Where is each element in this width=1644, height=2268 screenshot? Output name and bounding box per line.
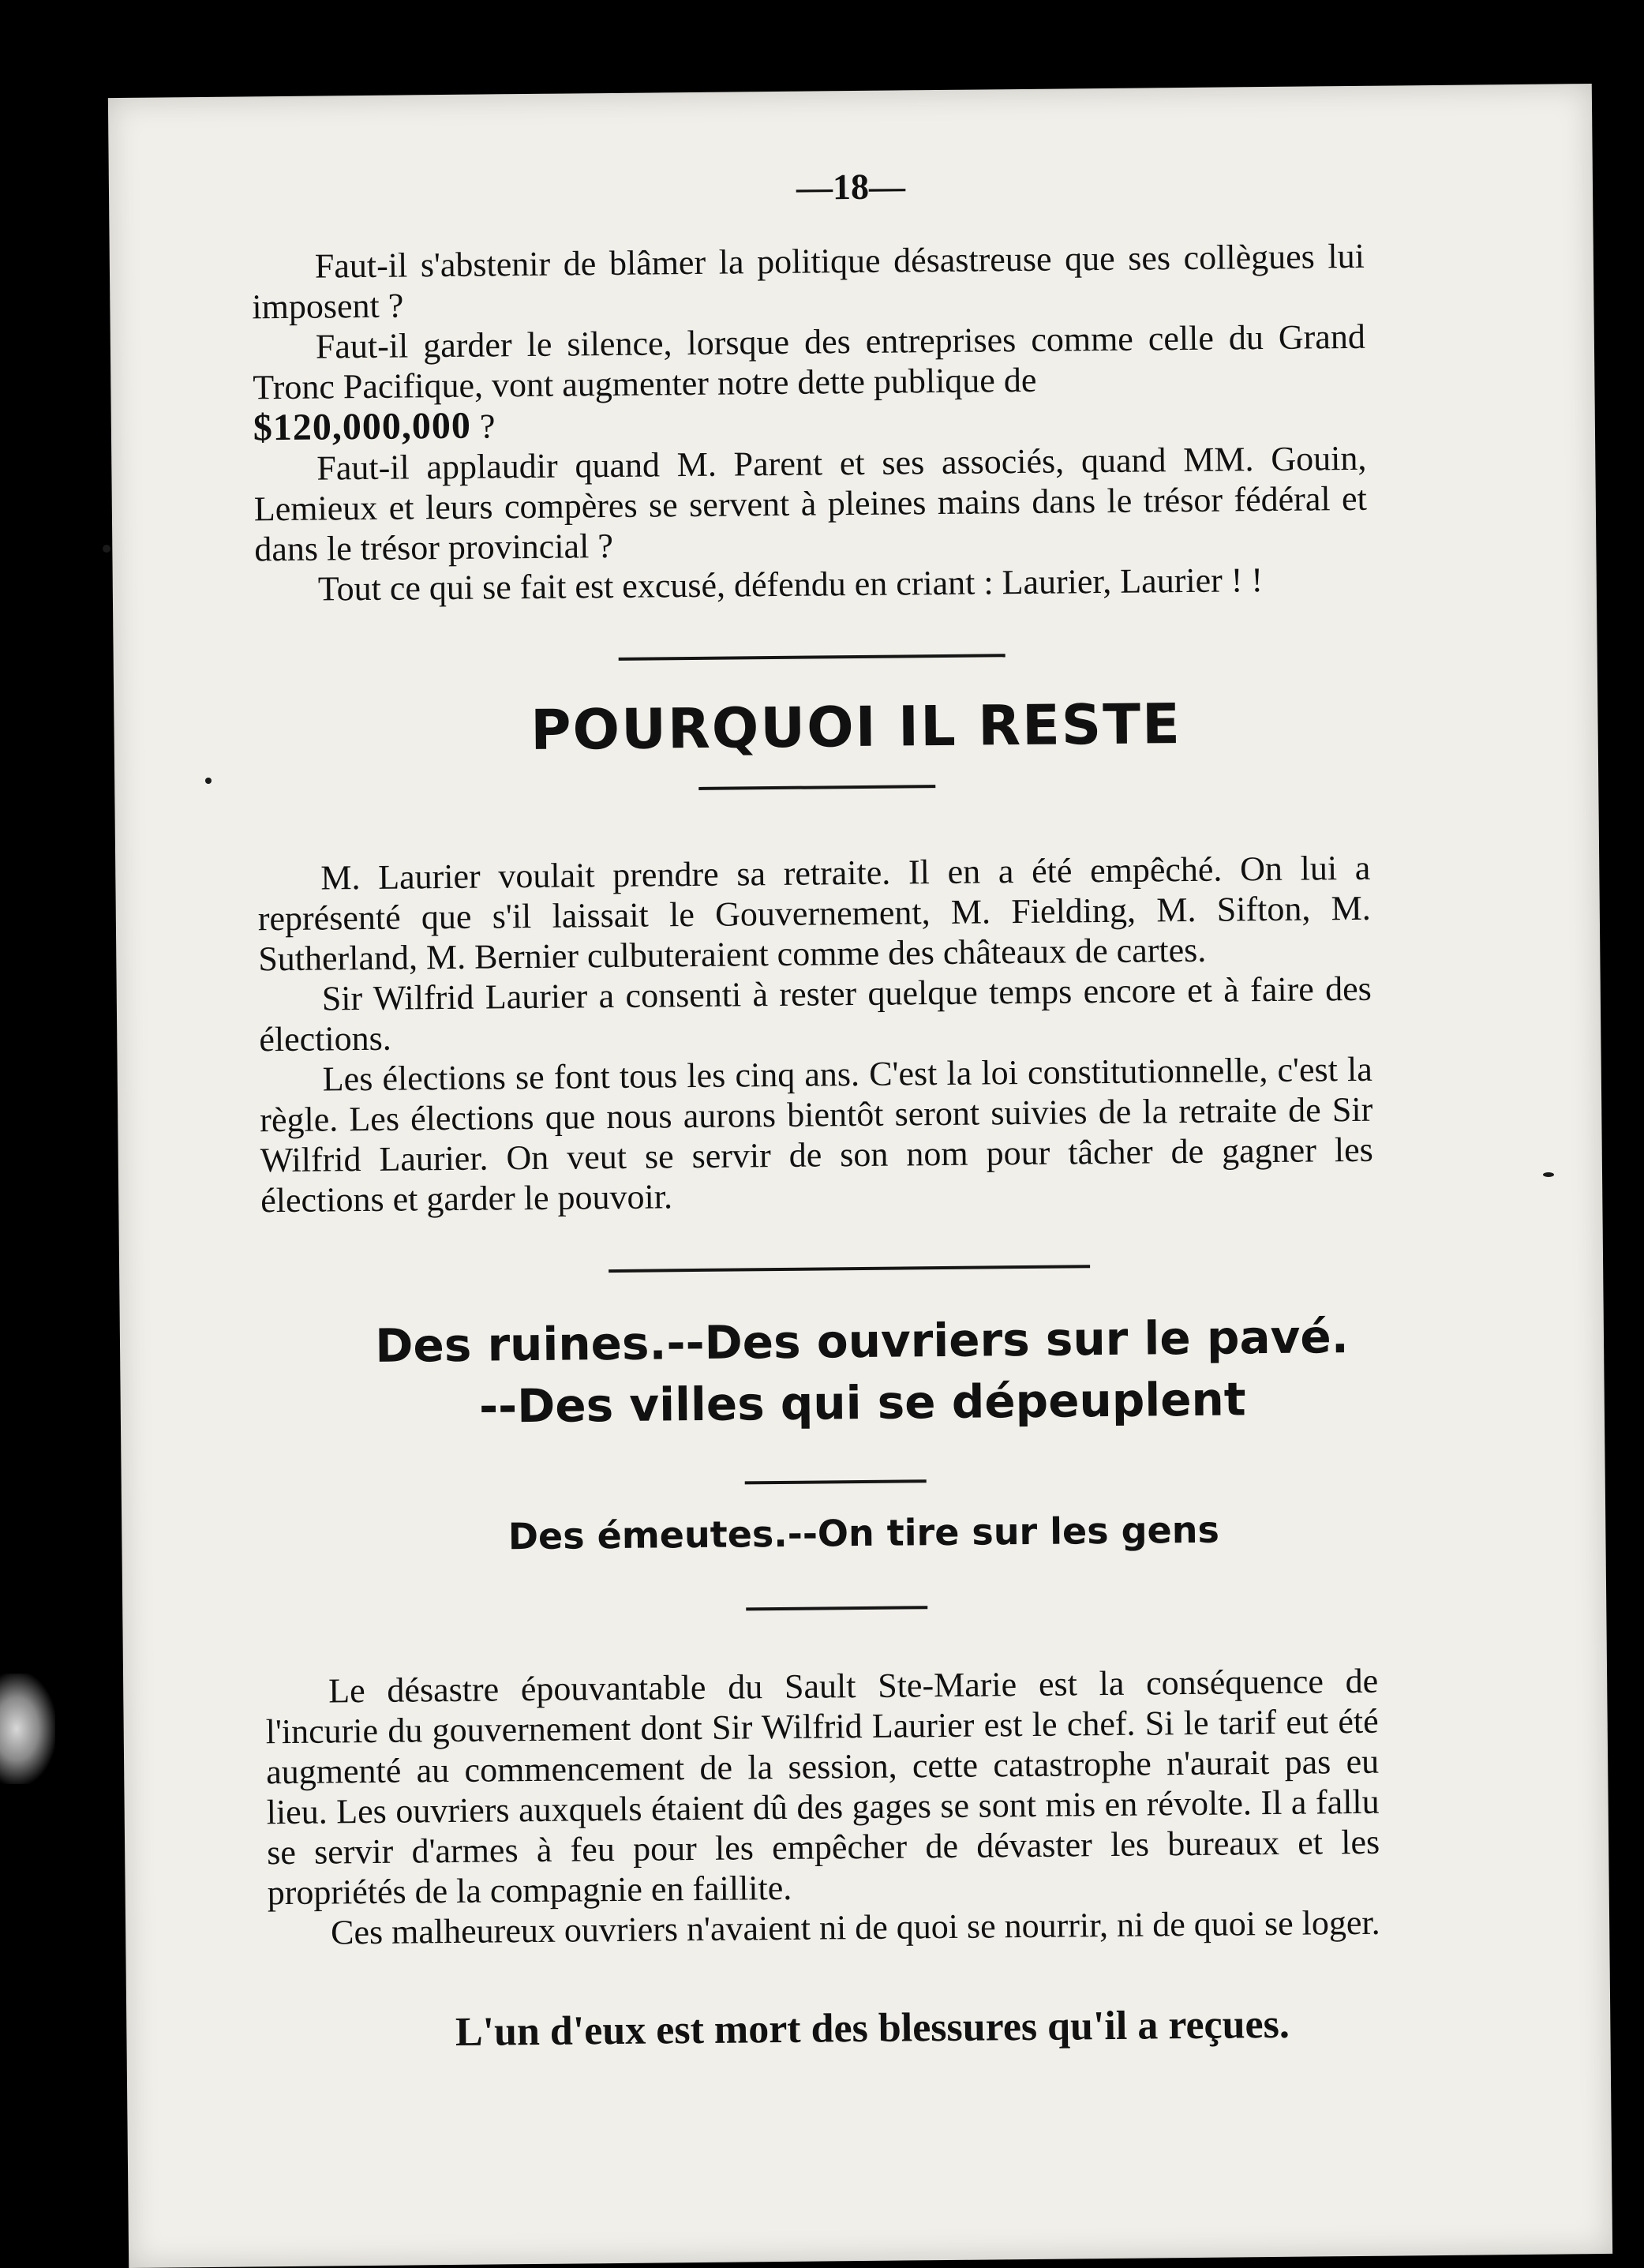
section-title-line2: --Des villes qui se dépeuplent [478,1372,1246,1434]
intro-paragraph-text: Faut-il garder le silence, lorsque des entreprises comme celle du Grand Tronc Pacifique, vont augmenter notre dette publique de [253,317,1366,407]
edge-stain [0,1674,55,1784]
ink-speck [103,545,110,553]
section-title-ruines [120,1303,1605,1441]
section-title-line1: Des ruines.--Des ouvriers sur le pavé. [374,1310,1350,1373]
section2-paragraph: Le désastre épouvantable du Sault Ste-Marie est la conséquence de l'incurie du gouvernement dont Sir Wilfrid Laurier est le chef. Si le tarif eut été augmenté au commencement de la session, cette catastrophe n'aurait pas eu lieu. Les ouvriers auxquels étaient dû des gages se sont mis en révolte. Il a fallu se servir d'armes à feu pour les empêcher de dévaster les bureaux et les propriétés de la compagnie en faillite. [265,1661,1380,1913]
intro-block [252,236,1368,610]
intro-paragraph: Tout ce qui se fait est excusé, défendu en criant : Laurier, Laurier ! ! [317,560,1264,609]
page-number: —18— [796,166,906,208]
divider-rule [745,1479,927,1484]
divider-rule [619,654,1005,661]
section1-paragraph: M. Laurier voulait prendre sa retraite. Il en a été empêché. On lui a représenté que s'il laissait le Gouvernement, M. Fielding, M. Sifton, M. Sutherland, M. Bernier culbuteraient comme des châteaux de cartes. [257,848,1372,979]
section1-paragraph: Les élections se font tous les cinq ans. C'est la loi constitutionnelle, c'est la règle. Les élections que nous aurons bientôt seront suivies de la retraite de Sir Wilfrid Laurier. On veut se servir de son nom pour tâcher de gagner les élections et garder le pouvoir. [260,1049,1373,1220]
section1-paragraph: Sir Wilfrid Laurier a consenti à rester quelque temps encore et à faire des élections. [259,969,1372,1059]
section1-body [257,848,1373,1221]
debt-amount: $120,000,000 [253,404,472,449]
divider-rule [746,1606,927,1610]
divider-rule [698,785,935,790]
section-subtitle-emeutes: Des émeutes.--On tire sur les gens [507,1508,1220,1558]
intro-paragraph: Faut-il applaudir quand M. Parent et ses associés, quand MM. Gouin, Lemieux et leurs compères se servent à pleines mains dans le trésor fédéral et dans le trésor provincial ? [253,438,1368,569]
document-page [108,84,1612,2268]
intro-paragraph-debt [253,317,1366,449]
debt-suffix: ? [470,407,496,446]
ink-speck [205,778,212,784]
divider-rule [609,1265,1090,1273]
intro-paragraph: Faut-il s'abstenir de blâmer la politique désastreuse que ses collègues lui imposent ? [252,236,1365,327]
closing-statement: L'un d'eux est mort des blessures qu'il a reçues. [455,2001,1290,2055]
ink-speck [1543,1172,1554,1177]
section-title-pourquoi: POURQUOI IL RESTE [530,692,1182,763]
section2-paragraph: Ces malheureux ouvriers n'avaient ni de quoi se nourrir, ni de quoi se loger. [330,1902,1380,1952]
section2-body [265,1661,1380,1954]
